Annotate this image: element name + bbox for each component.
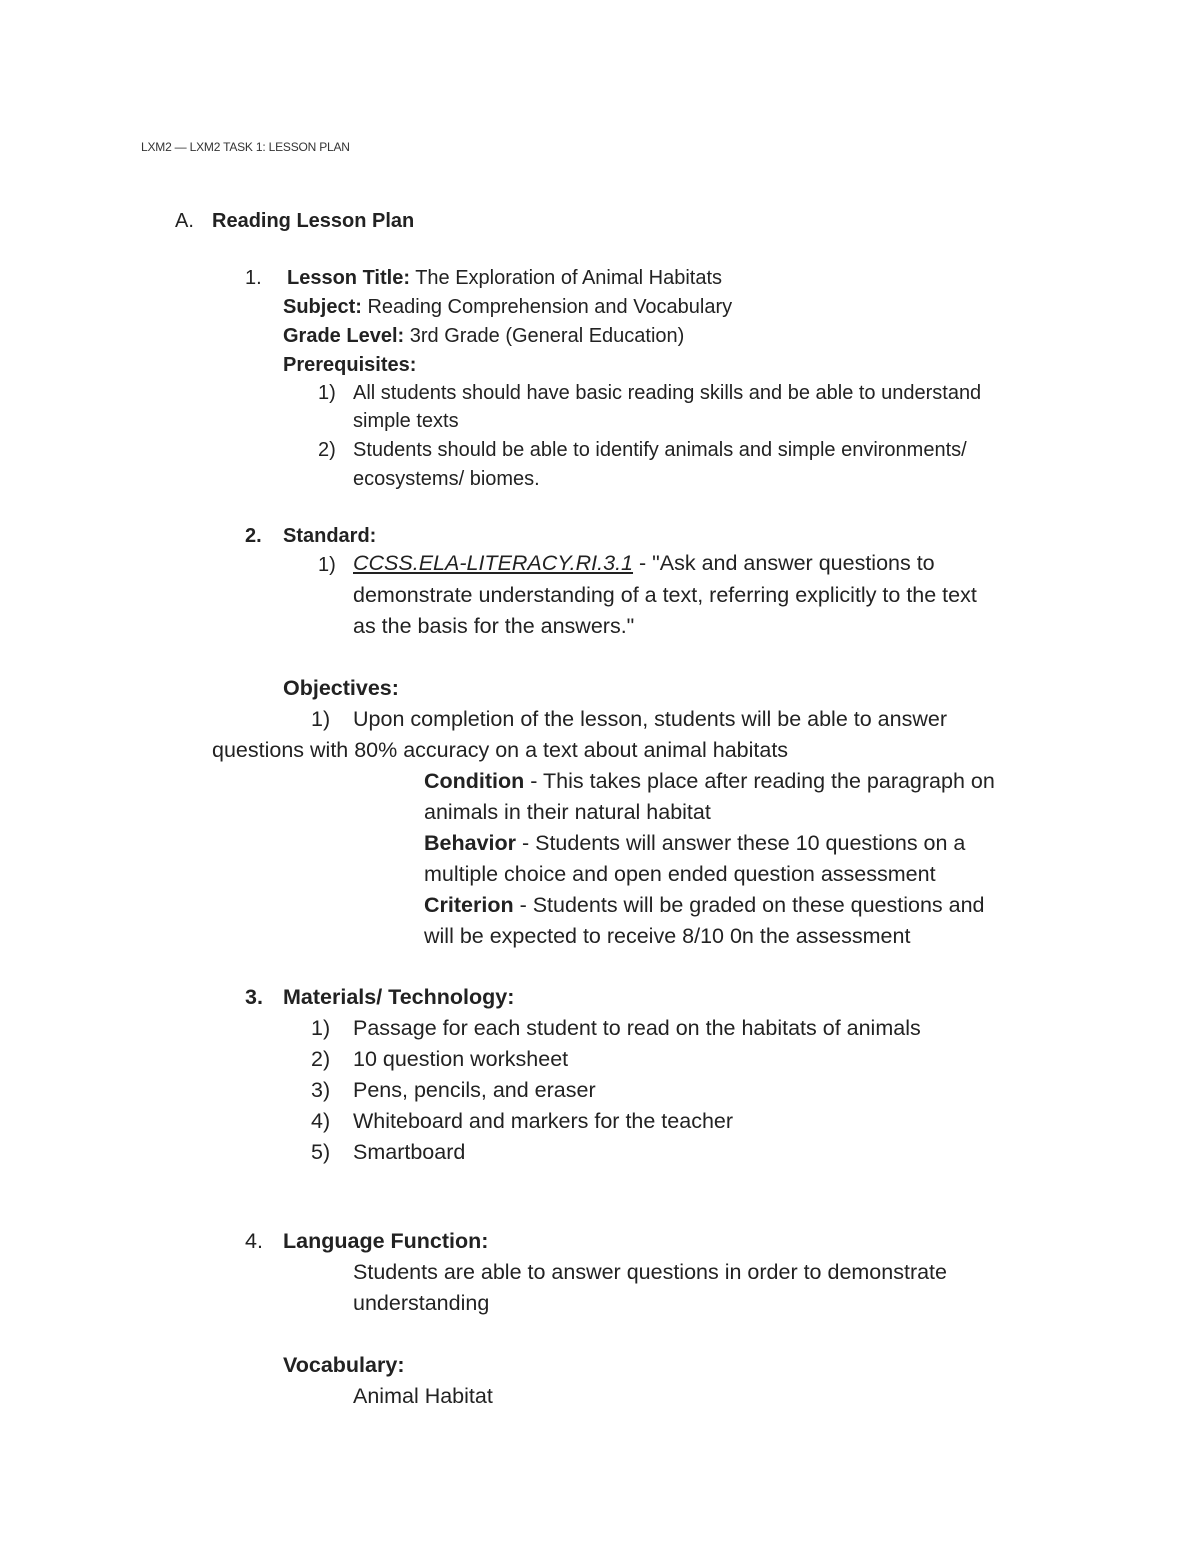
standard-code-link[interactable]: CCSS.ELA-LITERACY.RI.3.1 [353, 551, 634, 575]
material-5-number: 5) [311, 1140, 331, 1164]
prereq-1-line2: simple texts [353, 410, 459, 432]
criterion-text: - Students will be graded on these questions and [513, 893, 985, 917]
behavior-label: Behavior [424, 831, 517, 855]
prereq-1-number: 1) [318, 382, 336, 404]
behavior-text: - Students will answer these 10 questions on a [516, 831, 966, 855]
objective-1-line1: Upon completion of the lesson, students will be able to answer [353, 707, 947, 731]
objective-1-line2: questions with 80% accuracy on a text about animal habitats [212, 738, 789, 762]
material-2-number: 2) [311, 1047, 331, 1071]
material-1-number: 1) [311, 1016, 331, 1040]
standard-label: Standard: [283, 525, 377, 547]
standard-line2: demonstrate understanding of a text, referring explicitly to the text [353, 583, 977, 607]
condition-label: Condition [424, 769, 525, 793]
prereq-1-line1: All students should have basic reading skills and be able to understand [353, 382, 982, 404]
standard-line1 [353, 548, 935, 579]
grade-value: 3rd Grade (General Education) [404, 325, 685, 347]
condition-line1 [424, 766, 995, 797]
standard-line1-rest: - "Ask and answer questions to [633, 551, 935, 575]
subject-label: Subject: [283, 296, 362, 318]
objective-1-number: 1) [311, 707, 331, 731]
material-5-text: Smartboard [353, 1140, 466, 1164]
item-2-number: 2. [245, 525, 262, 547]
standard-1-number: 1) [318, 554, 336, 576]
item-1-number: 1. [245, 267, 262, 289]
subject-value: Reading Comprehension and Vocabulary [361, 296, 733, 318]
behavior-line2: multiple choice and open ended question assessment [424, 862, 936, 886]
vocabulary-label: Vocabulary: [283, 1353, 405, 1377]
lesson-title-value: The Exploration of Animal Habitats [410, 267, 723, 289]
prereq-2-number: 2) [318, 439, 336, 461]
lesson-title-line [287, 264, 722, 293]
grade-line [283, 322, 684, 351]
standard-line3: as the basis for the answers." [353, 614, 635, 638]
material-3-number: 3) [311, 1078, 331, 1102]
lesson-title-label: Lesson Title: [287, 267, 410, 289]
item-3-number: 3. [245, 985, 263, 1009]
section-title: Reading Lesson Plan [212, 210, 415, 232]
objectives-label: Objectives: [283, 676, 399, 700]
materials-label: Materials/ Technology: [283, 985, 515, 1009]
criterion-line2: will be expected to receive 8/10 0n the assessment [424, 924, 911, 948]
criterion-label: Criterion [424, 893, 514, 917]
behavior-line1 [424, 828, 965, 859]
criterion-line1 [424, 890, 985, 921]
section-letter: A. [175, 210, 194, 232]
subject-line [283, 293, 732, 322]
item-4-number: 4. [245, 1229, 263, 1253]
prereq-2-line1: Students should be able to identify animals and simple environments/ [353, 439, 967, 461]
language-function-label: Language Function: [283, 1229, 489, 1253]
page-header: LXM2 — LXM2 TASK 1: LESSON PLAN [141, 140, 350, 154]
material-2-text: 10 question worksheet [353, 1047, 569, 1071]
condition-line2: animals in their natural habitat [424, 800, 711, 824]
material-4-text: Whiteboard and markers for the teacher [353, 1109, 734, 1133]
language-function-line2: understanding [353, 1291, 490, 1315]
material-4-number: 4) [311, 1109, 331, 1133]
condition-text: - This takes place after reading the paragraph on [524, 769, 995, 793]
material-3-text: Pens, pencils, and eraser [353, 1078, 596, 1102]
prereq-2-line2: ecosystems/ biomes. [353, 468, 540, 490]
prerequisites-label: Prerequisites: [283, 354, 417, 376]
vocabulary-value: Animal Habitat [353, 1384, 493, 1408]
language-function-line1: Students are able to answer questions in order to demonstrate [353, 1260, 947, 1284]
material-1-text: Passage for each student to read on the habitats of animals [353, 1016, 921, 1040]
grade-label: Grade Level: [283, 325, 405, 347]
